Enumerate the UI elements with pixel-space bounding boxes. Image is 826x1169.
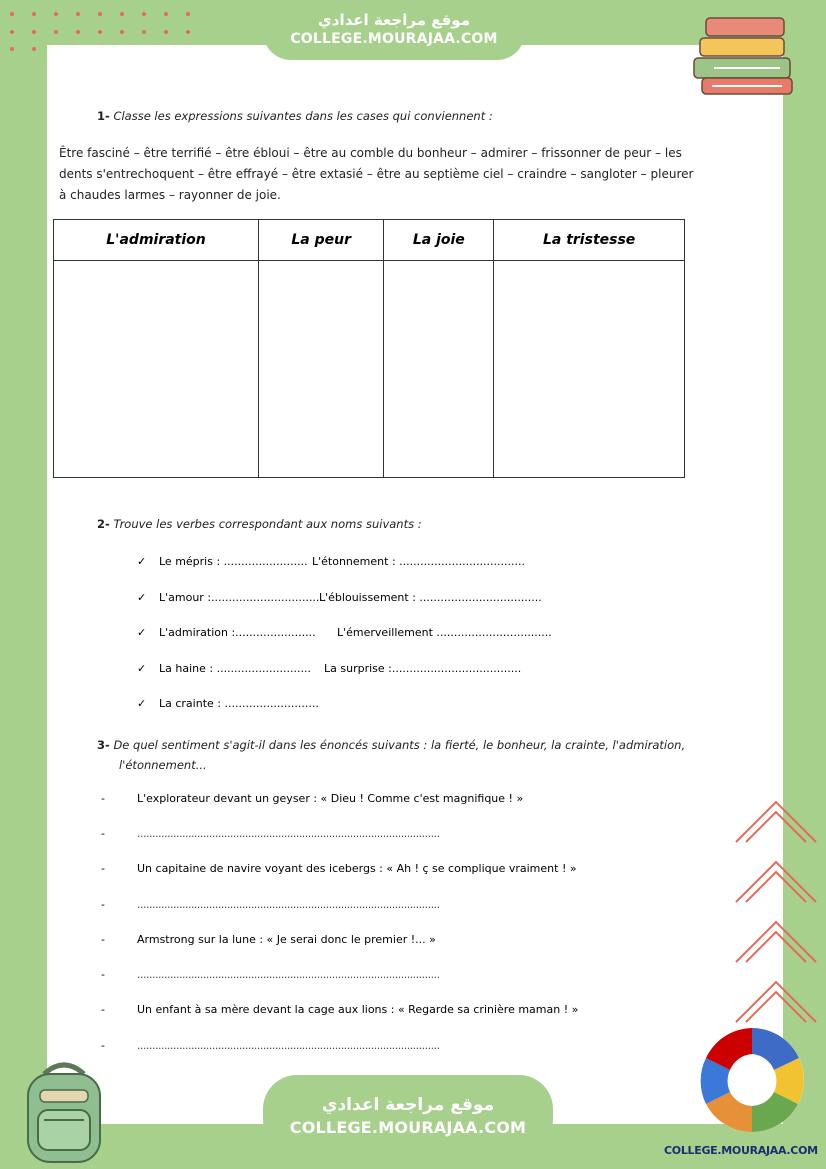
- table-cell-peur[interactable]: [259, 261, 384, 478]
- question-3-number: 3-: [97, 738, 110, 752]
- bullet-dash: -: [101, 898, 105, 911]
- noun-right[interactable]: La surprise :.....................................: [324, 662, 522, 675]
- question-2: [97, 517, 422, 531]
- worksheet-page: [47, 45, 783, 1124]
- bullet-dash: -: [101, 933, 105, 946]
- footer-site-arabic: موقع مراجعة اعدادي: [321, 1095, 495, 1115]
- noun-left[interactable]: La haine : ...........................: [159, 662, 311, 675]
- question-1: [97, 109, 493, 123]
- answer-line-2[interactable]: .....................................................................................................: [137, 898, 440, 911]
- check-icon: ✓: [137, 626, 147, 639]
- question-1-text: Classe les expressions suivantes dans les cases qui conviennent :: [113, 109, 493, 123]
- statement-3: Armstrong sur la lune : « Je serai donc le premier !... »: [137, 933, 436, 946]
- header-site-url[interactable]: COLLEGE.MOURAJAA.COM: [290, 31, 498, 47]
- question-2-text: Trouve les verbes correspondant aux noms suivants :: [113, 517, 422, 531]
- header-site-arabic: موقع مراجعة اعدادي: [318, 11, 470, 29]
- answer-line-3[interactable]: .....................................................................................................: [137, 968, 440, 981]
- answer-line-1[interactable]: .....................................................................................................: [137, 827, 440, 840]
- noun-left[interactable]: La crainte : ...........................: [159, 697, 319, 710]
- noun-right[interactable]: L'éblouissement : ...................................: [319, 591, 542, 604]
- table-header-joie: La joie: [384, 220, 494, 261]
- noun-left[interactable]: L'amour :.................................: [159, 591, 327, 604]
- bullet-dash: -: [101, 1003, 105, 1016]
- classification-table: [53, 219, 685, 478]
- footer-banner[interactable]: [263, 1075, 553, 1153]
- table-header-peur: La peur: [259, 220, 384, 261]
- backpack-icon: [14, 1056, 114, 1166]
- noun-right[interactable]: L'émerveillement .................................: [337, 626, 552, 639]
- check-icon: ✓: [137, 697, 147, 710]
- bullet-dash: -: [101, 792, 105, 805]
- bullet-dash: -: [101, 968, 105, 981]
- question-2-number: 2-: [97, 517, 110, 531]
- table-header-tristesse: La tristesse: [494, 220, 685, 261]
- books-icon: [692, 12, 798, 98]
- question-3-text-cont: l'étonnement...: [119, 758, 207, 772]
- bullet-dash: -: [101, 1039, 105, 1052]
- table-cell-admiration[interactable]: [54, 261, 259, 478]
- expressions-list: Être fasciné – être terrifié – être ébloui – être au comble du bonheur – admirer – frissonner de peur – les dents s'entrechoquent – être effrayé – être extasié – être au septième ciel – craindre – sangloter – pleurer à chaudes larmes – rayonner de joie.: [59, 146, 694, 202]
- noun-left[interactable]: Le mépris : ........................: [159, 555, 308, 568]
- question-3: [97, 735, 767, 775]
- check-icon: ✓: [137, 555, 147, 568]
- statement-1: L'explorateur devant un geyser : « Dieu ! Comme c'est magnifique ! »: [137, 792, 524, 805]
- table-cell-tristesse[interactable]: [494, 261, 685, 478]
- check-icon: ✓: [137, 591, 147, 604]
- site-logo-icon: [692, 1022, 812, 1140]
- logo-caption: COLLEGE.MOURAJAA.COM: [664, 1144, 818, 1157]
- bullet-dash: -: [101, 862, 105, 875]
- question-3-text: De quel sentiment s'agit-il dans les énoncés suivants : la fierté, le bonheur, la crainte, l'admiration,: [113, 738, 686, 752]
- answer-line-4[interactable]: .....................................................................................................: [137, 1039, 440, 1052]
- noun-left[interactable]: L'admiration :.......................: [159, 626, 316, 639]
- header-banner[interactable]: [263, 2, 525, 60]
- check-icon: ✓: [137, 662, 147, 675]
- table-header-admiration: L'admiration: [54, 220, 259, 261]
- question-1-number: 1-: [97, 109, 110, 123]
- bullet-dash: -: [101, 827, 105, 840]
- footer-site-url[interactable]: COLLEGE.MOURAJAA.COM: [289, 1118, 527, 1137]
- chevron-up-decoration-icon: [732, 790, 822, 1030]
- table-cell-joie[interactable]: [384, 261, 494, 478]
- statement-2: Un capitaine de navire voyant des icebergs : « Ah ! ç se complique vraiment ! »: [137, 862, 577, 875]
- statement-4: Un enfant à sa mère devant la cage aux lions : « Regarde sa crinière maman ! »: [137, 1003, 579, 1016]
- noun-right[interactable]: L'étonnement : ....................................: [312, 555, 526, 568]
